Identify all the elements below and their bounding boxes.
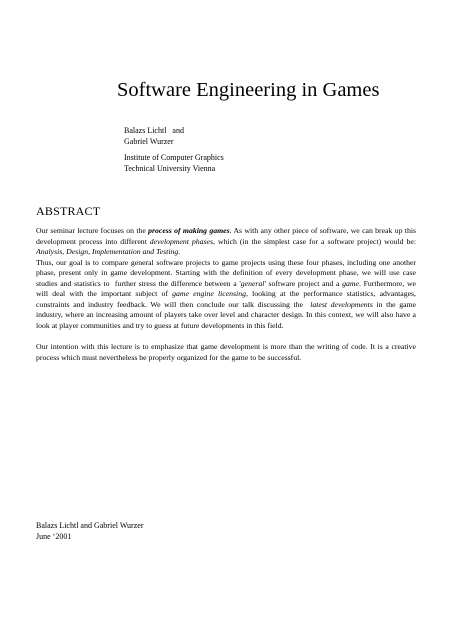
text-run: . As with any other piece of software, we can break up this development process into different — [36, 226, 416, 246]
author-line-2: Gabriel Wurzer — [124, 136, 174, 146]
text-run: , which (in the simplest case for a software project) would be: — [213, 236, 420, 246]
footer-date: June ‘2001 — [36, 531, 72, 541]
abstract-paragraph-1 — [36, 226, 420, 331]
affiliation-line-1: Institute of Computer Graphics — [124, 153, 224, 162]
author-line-1: Balazs Lichtl and — [124, 126, 184, 135]
abstract-heading: ABSTRACT — [36, 204, 101, 218]
text-run: . — [178, 247, 181, 257]
affiliation-block — [124, 153, 224, 174]
footer-block — [36, 521, 143, 542]
text-run: in the game industry, where an increasing amount of players take over level and character design. In this context, we will also have a look at player communities and try to guess at future developments in this field. — [36, 299, 416, 330]
emphasis-text: latest developments — [310, 299, 373, 309]
text-run: . Furthermore, we will deal with the important subject of — [36, 278, 416, 299]
emphasis-text: Analysis, Design, Implementation and Testing — [36, 247, 179, 257]
paper-title: Software Engineering in Games — [117, 79, 380, 101]
author-block — [124, 126, 184, 147]
emphasis-text: game engine licensing — [172, 289, 246, 299]
emphasis-text: process of making games — [148, 226, 230, 235]
footer-authors: Balazs Lichtl and Gabriel Wurzer — [36, 521, 144, 530]
abstract-paragraph-2: Our intention with this lecture is to emphasize that game development is more than the writing of code. It is a creative process which must nevertheless be properly organized for the game to be successful. — [36, 341, 416, 362]
text-run: ' software project and a — [264, 278, 343, 288]
emphasis-text: general — [240, 278, 265, 288]
text-run: Our seminar lecture focuses on the — [36, 226, 149, 235]
abstract-body — [36, 226, 420, 363]
affiliation-line-2: Technical University Vienna — [124, 163, 216, 173]
text-run: , looking at the performance statistics, advantages, constraints and industry feedback. We will then conclude our talk discussing the — [36, 289, 418, 309]
emphasis-text: game — [342, 278, 359, 288]
emphasis-text: development phases — [149, 236, 214, 246]
text-run: Thus, our goal is to compare general software projects to game projects using these four phases, including one another phase, present only in game development. Starting with the definition of every development phase, we will use case studies and statistics to further stress the difference between a ' — [36, 257, 418, 288]
